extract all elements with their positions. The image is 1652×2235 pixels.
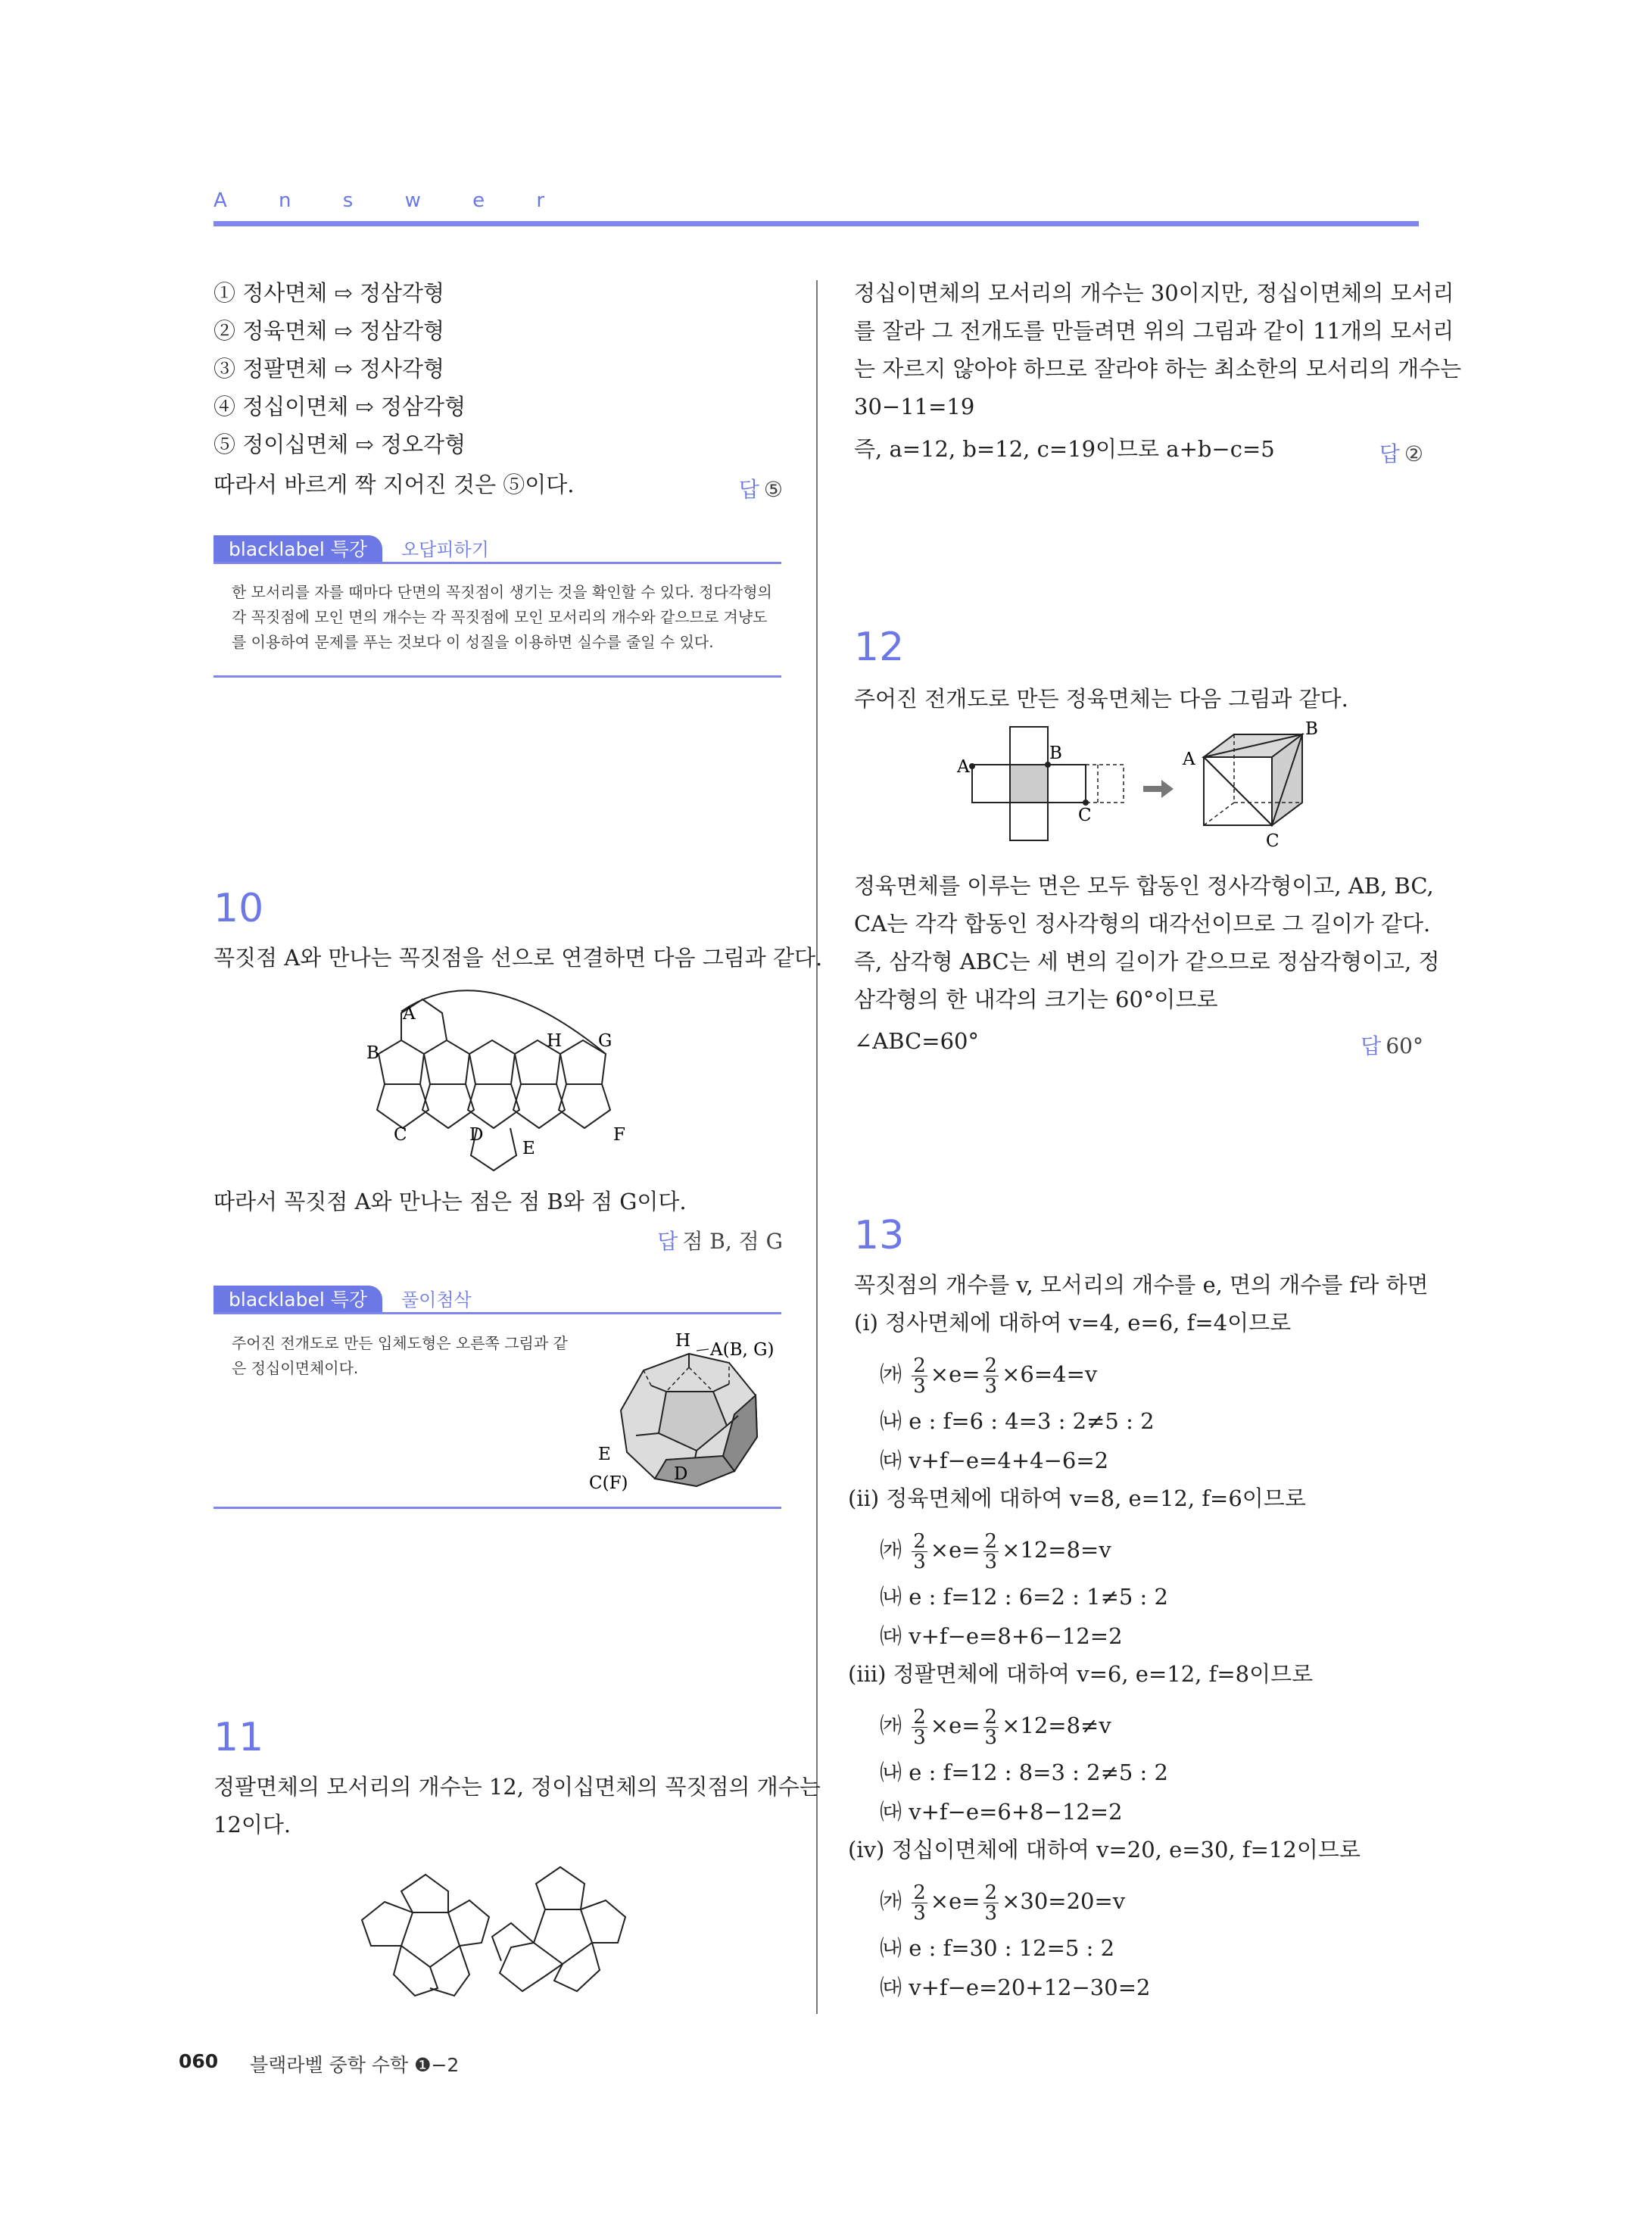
label-F: F bbox=[613, 1125, 625, 1145]
fraction-den: 3 bbox=[984, 1725, 998, 1749]
ga-post: ×6=4=v bbox=[1002, 1361, 1098, 1387]
label-C-F: C(F) bbox=[589, 1473, 628, 1493]
ga-mid: ×e= bbox=[930, 1713, 980, 1738]
case-head: (ⅰ) 정사면체에 대하여 v=4, e=6, f=4이므로 bbox=[854, 1310, 1292, 1336]
fraction bbox=[912, 1356, 927, 1396]
fraction-den: 3 bbox=[913, 1374, 926, 1398]
case-da: ㈐ v+f−e=4+4−6=2 bbox=[880, 1448, 1109, 1473]
net-pentagon bbox=[424, 1040, 469, 1084]
label-E: E bbox=[522, 1139, 535, 1158]
arrow-icon bbox=[1143, 780, 1174, 798]
question-number: 11 bbox=[214, 1715, 264, 1760]
label-H: H bbox=[547, 1031, 563, 1051]
fraction-den: 3 bbox=[913, 1901, 926, 1925]
text-line: 정육면체를 이루는 면은 모두 합동인 정사각형이고, AB, BC, bbox=[854, 873, 1434, 899]
text-line: 정십이면체의 모서리의 개수는 30이지만, 정십이면체의 모서리 bbox=[854, 280, 1454, 306]
case-na: ㈏ e : f=12 : 6=2 : 1≠5 : 2 bbox=[880, 1584, 1168, 1610]
ga-post: ×30=20=v bbox=[1002, 1888, 1126, 1914]
box-line: 주어진 전개도로 만든 입체도형은 오른쪽 그림과 같 bbox=[232, 1334, 568, 1352]
question-number: 12 bbox=[854, 625, 905, 670]
case-da: ㈐ v+f−e=20+12−30=2 bbox=[880, 1975, 1151, 2000]
text-line: 삼각형의 한 내각의 크기는 60°이므로 bbox=[854, 987, 1218, 1012]
conclusion-text: 따라서 꼭짓점 A와 만나는 점은 점 B와 점 G이다. bbox=[214, 1189, 687, 1214]
ga-mid: ×e= bbox=[930, 1888, 980, 1914]
text-line: 즉, 삼각형 ABC는 세 변의 길이가 같으므로 정삼각형이고, 정 bbox=[854, 949, 1440, 974]
box-top-rule bbox=[214, 1312, 781, 1314]
net-label-B: B bbox=[1049, 743, 1062, 763]
answer-value: ⑤ bbox=[763, 477, 783, 502]
fraction-num: 2 bbox=[913, 1881, 926, 1904]
case-na: ㈏ e : f=30 : 12=5 : 2 bbox=[880, 1935, 1115, 1961]
box-text bbox=[232, 580, 772, 655]
fraction-num: 2 bbox=[984, 1354, 998, 1377]
book-title: 블랙라벨 중학 수학 ❶−2 bbox=[250, 2054, 460, 2076]
blacklabel-pill: blacklabel 특강 bbox=[214, 535, 382, 563]
question-text: 꼭짓점 A와 만나는 꼭짓점을 선으로 연결하면 다음 그림과 같다. bbox=[214, 945, 823, 971]
fraction-den: 3 bbox=[984, 1550, 998, 1573]
answer-label: 답 bbox=[738, 477, 759, 502]
case-head: (ⅲ) 정팔면체에 대하여 v=6, e=12, f=8이므로 bbox=[848, 1661, 1314, 1687]
ga-mark: ㈎ bbox=[880, 1361, 902, 1387]
text-line: 30−11=19 bbox=[854, 394, 975, 419]
box-bottom-rule bbox=[214, 675, 781, 678]
fraction-den: 3 bbox=[913, 1550, 926, 1573]
fraction-den: 3 bbox=[984, 1374, 998, 1398]
text-line: 즉, a=12, b=12, c=19이므로 a+b−c=5 bbox=[854, 436, 1275, 462]
page-number: 060 bbox=[179, 2050, 219, 2072]
text-line: CA는 각각 합동인 정사각형의 대각선이므로 그 길이가 같다. bbox=[854, 911, 1431, 937]
case-ga bbox=[880, 1355, 1097, 1396]
box-bottom-rule bbox=[214, 1507, 781, 1509]
answer bbox=[1361, 1030, 1423, 1060]
answer-label: 답 bbox=[657, 1229, 678, 1254]
cube-label-C: C bbox=[1266, 831, 1280, 851]
ga-post: ×12=8≠v bbox=[1002, 1713, 1111, 1738]
cube-net-and-cube-diagram bbox=[946, 719, 1340, 859]
answer-value: 60° bbox=[1385, 1033, 1423, 1058]
answer-label: 답 bbox=[1361, 1033, 1382, 1058]
text-line: 는 자르지 않아야 하므로 잘라야 하는 최소한의 모서리의 개수는 bbox=[854, 356, 1462, 382]
answer-label: 답 bbox=[1379, 441, 1400, 466]
ga-mark: ㈎ bbox=[880, 1713, 902, 1738]
answer bbox=[1379, 438, 1423, 468]
conclusion-text: 따라서 바르게 짝 지어진 것은 ⑤이다. bbox=[214, 472, 575, 497]
case-da: ㈐ v+f−e=8+6−12=2 bbox=[880, 1623, 1123, 1649]
box-text bbox=[232, 1331, 568, 1381]
case-head: (ⅱ) 정육면체에 대하여 v=8, e=12, f=6이므로 bbox=[848, 1485, 1306, 1511]
ga-post: ×12=8=v bbox=[1002, 1537, 1111, 1563]
dodecahedron-solid-diagram bbox=[583, 1331, 787, 1498]
header-rule bbox=[214, 221, 1419, 226]
list-item: ⑤ 정이십면체 ⇨ 정오각형 bbox=[214, 432, 466, 457]
net-pentagon bbox=[379, 1040, 424, 1084]
list-item: ③ 정팔면체 ⇨ 정사각형 bbox=[214, 356, 445, 382]
box-tag: 오답피하기 bbox=[401, 539, 489, 560]
box-line: 를 이용하여 문제를 푸는 것보다 이 성질을 이용하면 실수를 줄일 수 있다. bbox=[232, 633, 714, 651]
fraction bbox=[983, 1529, 999, 1573]
label-D: D bbox=[674, 1464, 688, 1484]
fraction-den: 3 bbox=[913, 1725, 926, 1749]
list-item: ① 정사면체 ⇨ 정삼각형 bbox=[214, 280, 445, 306]
fraction bbox=[983, 1707, 999, 1747]
net-pentagon bbox=[468, 1084, 519, 1128]
net-label-A: A bbox=[957, 757, 970, 777]
fraction bbox=[983, 1883, 999, 1923]
answer-value: 점 B, 점 G bbox=[682, 1229, 783, 1254]
question-text: 꼭짓점의 개수를 v, 모서리의 개수를 e, 면의 개수를 f라 하면 bbox=[854, 1272, 1429, 1298]
box-line: 각 꼭짓점에 모인 면의 개수는 각 꼭짓점에 모인 모서리의 개수와 같으므로 겨냥도 bbox=[232, 608, 768, 626]
cube-label-B: B bbox=[1305, 719, 1318, 739]
case-da: ㈐ v+f−e=6+8−12=2 bbox=[880, 1799, 1123, 1825]
fraction-num: 2 bbox=[913, 1354, 926, 1377]
answer-value: ② bbox=[1404, 441, 1423, 466]
net-pentagon bbox=[377, 1084, 429, 1128]
special-box-header bbox=[214, 1285, 382, 1312]
text-line: ∠ABC=60° bbox=[854, 1028, 979, 1054]
fraction-den: 3 bbox=[984, 1901, 998, 1925]
special-box-header bbox=[214, 535, 382, 562]
label-B: B bbox=[366, 1043, 379, 1063]
column-divider bbox=[816, 280, 818, 2014]
net-label-C: C bbox=[1078, 806, 1092, 825]
fraction-num: 2 bbox=[984, 1881, 998, 1904]
ga-mark: ㈎ bbox=[880, 1888, 902, 1914]
box-top-rule bbox=[214, 562, 781, 564]
question-text: 주어진 전개도로 만든 정육면체는 다음 그림과 같다. bbox=[854, 686, 1348, 712]
case-head: (ⅳ) 정십이면체에 대하여 v=20, e=30, f=12이므로 bbox=[848, 1837, 1361, 1862]
case-ga bbox=[880, 1707, 1111, 1747]
ga-mid: ×e= bbox=[930, 1361, 980, 1387]
fraction bbox=[912, 1529, 927, 1573]
box-line: 한 모서리를 자를 때마다 단면의 꼭짓점이 생기는 것을 확인할 수 있다. 정다각형의 bbox=[232, 583, 772, 601]
blacklabel-pill: blacklabel 특강 bbox=[214, 1286, 382, 1314]
fraction-num: 2 bbox=[984, 1705, 998, 1728]
fraction bbox=[912, 1707, 927, 1747]
label-H: H bbox=[675, 1331, 691, 1351]
dodecahedron-net-diagram bbox=[356, 977, 651, 1174]
case-na: ㈏ e : f=6 : 4=3 : 2≠5 : 2 bbox=[880, 1408, 1155, 1434]
case-ga bbox=[880, 1531, 1111, 1572]
question-number: 10 bbox=[214, 886, 264, 931]
box-line: 은 정십이면체이다. bbox=[232, 1359, 359, 1377]
fraction bbox=[983, 1356, 999, 1396]
question-text-line: 정팔면체의 모서리의 개수는 12, 정이십면체의 꼭짓점의 개수는 bbox=[214, 1774, 821, 1800]
header-answer: A n s w e r bbox=[214, 189, 568, 212]
cube-label-A: A bbox=[1183, 750, 1195, 769]
net-pentagon bbox=[469, 1040, 515, 1084]
answer bbox=[657, 1225, 783, 1255]
label-G: G bbox=[598, 1031, 612, 1051]
net-pentagon bbox=[422, 1084, 474, 1128]
fraction bbox=[912, 1883, 927, 1923]
label-A-B-G: A(B, G) bbox=[710, 1340, 775, 1360]
question-number: 13 bbox=[854, 1213, 905, 1258]
case-na: ㈏ e : f=12 : 8=3 : 2≠5 : 2 bbox=[880, 1760, 1168, 1785]
label-E: E bbox=[598, 1445, 611, 1464]
net-pentagon bbox=[559, 1084, 610, 1128]
ga-mark: ㈎ bbox=[880, 1537, 902, 1563]
box-tag: 풀이첨삭 bbox=[401, 1289, 472, 1311]
fraction-num: 2 bbox=[984, 1529, 998, 1553]
case-ga bbox=[880, 1882, 1125, 1923]
text-line: 를 잘라 그 전개도를 만들려면 위의 그림과 같이 11개의 모서리 bbox=[854, 318, 1454, 344]
label-C: C bbox=[394, 1125, 407, 1145]
icosahedron-net-diagram bbox=[341, 1847, 659, 2014]
list-item: ④ 정십이면체 ⇨ 정삼각형 bbox=[214, 394, 466, 419]
question-text-line: 12이다. bbox=[214, 1812, 291, 1838]
label-D: D bbox=[469, 1125, 484, 1145]
answer bbox=[739, 473, 783, 503]
list-item: ② 정육면체 ⇨ 정삼각형 bbox=[214, 318, 445, 344]
fraction-num: 2 bbox=[913, 1529, 926, 1553]
ga-mid: ×e= bbox=[930, 1537, 980, 1563]
label-A: A bbox=[403, 1004, 416, 1024]
fraction-num: 2 bbox=[913, 1705, 926, 1728]
net-pentagon bbox=[513, 1084, 565, 1128]
